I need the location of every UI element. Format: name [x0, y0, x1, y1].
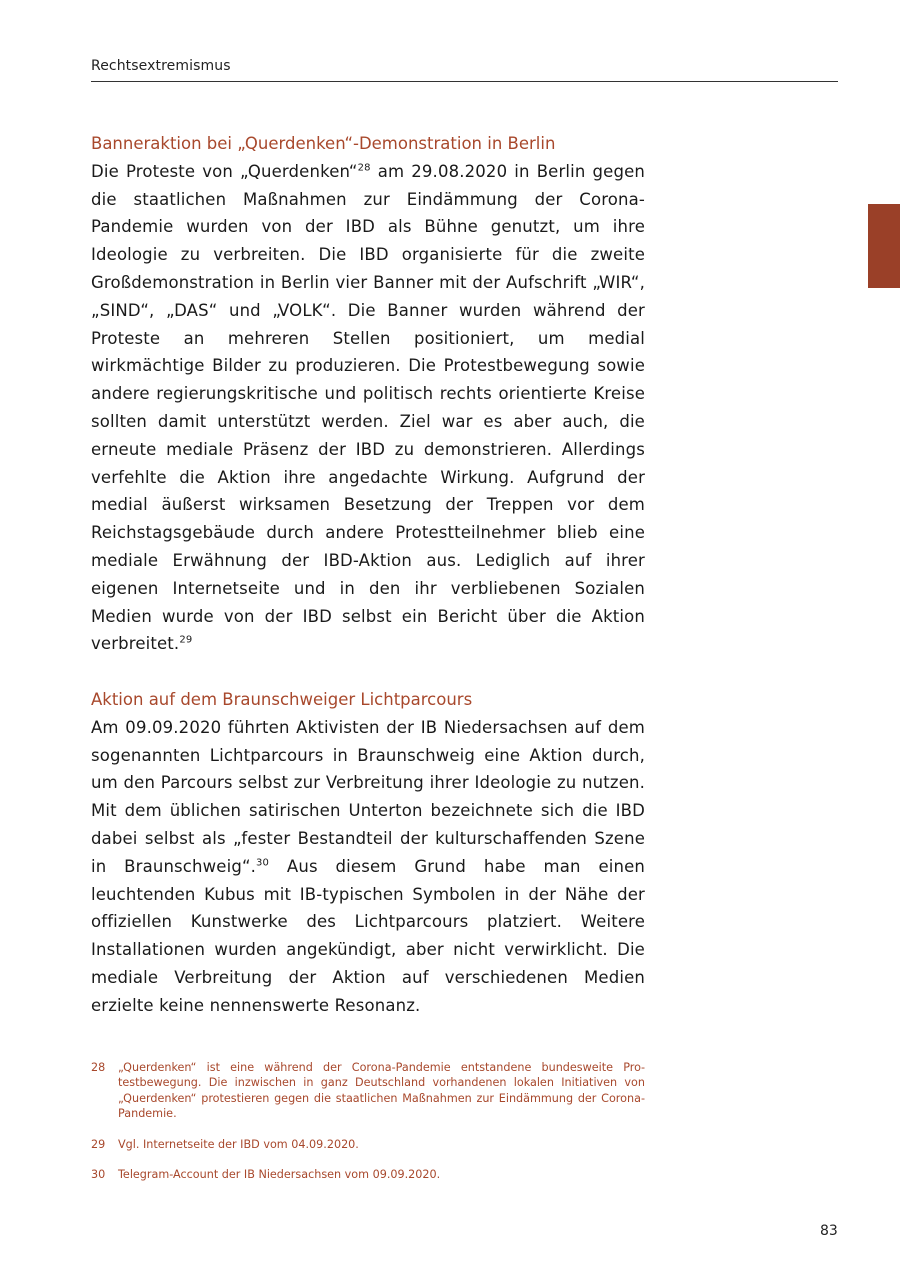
section-spacer	[91, 658, 645, 686]
main-content	[91, 130, 645, 1020]
page-number: 83	[820, 1223, 838, 1239]
footnote-text: „Querdenken“ ist eine während der Corona-Pandemie entstandene bundesweite Protestbewegung. Die inzwischen in ganz Deutschland vorhandenen lokalen Initiativen von „Querdenken“ protestieren gegen die staatlichen Maßnahmen zur Eindämmung der Corona-Pandemie.	[118, 1061, 645, 1121]
footnote-ref-30[interactable]: 30	[256, 857, 270, 869]
footnote-29	[91, 1137, 645, 1152]
section-heading: Banneraktion bei „Querdenken“-Demonstration in Berlin	[91, 134, 556, 153]
footnote-number: 29	[91, 1137, 106, 1151]
paragraph-text: Die Proteste von „Querdenken“	[91, 161, 358, 181]
footnote-ref-28[interactable]: 28	[357, 162, 371, 174]
section-banneraktion	[91, 130, 645, 658]
footnote-text: Telegram-Account der IB Niedersachsen vom 09.09.2020.	[118, 1168, 441, 1182]
section-paragraph	[91, 714, 645, 1020]
paragraph-text: am 29.08.2020 in Berlin gegen die staatlichen Maßnahmen zur Eindämmung der Corona-Pandemie wurden von der IBD als Bühne genutzt, um ihre Ideologie zu verbreiten. Die IBD organisierte für die zweite Großdemonstration in Berlin vier Banner mit der Aufschrift „WIR“, „SIND“, „DAS“ und „VOLK“. Die Banner wurden während der Proteste an mehreren Stellen positioniert, um medial wirkmächtige Bilder zu produzieren. Die Protestbewegung sowie andere regierungskritische und politisch rechts orientierte Kreise sollten damit unterstützt werden. Ziel war es aber auch, die erneute mediale Präsenz der IBD zu demonstrieren. Allerdings verfehlte die Aktion ihre angedachte Wirkung. Aufgrund der medial äußerst wirksamen Besetzung der Treppen vor dem Reichstagsgebäude durch andere Protestteilnehmer blieb eine mediale Erwähnung der IBD-Aktion aus. Lediglich auf ihrer eigenen Internetseite und in den ihr verbliebenen Sozialen Medien wurde von der IBD selbst ein Bericht über die Aktion verbreitet.	[91, 161, 645, 654]
footnotes	[91, 1060, 645, 1197]
footnote-number: 28	[91, 1061, 106, 1074]
footnote-30	[91, 1167, 645, 1182]
paragraph-text: Am 09.09.2020 führten Aktivisten der IB Niedersachsen auf dem sogenannten Lichtparcours in Braunschweig eine Aktion durch, um den Parcours selbst zur Verbreitung ihrer Ideologie zu nutzen. Mit dem üblichen satirischen Unterton bezeichnete sich die IBD dabei selbst als „fester Bestandteil der kulturschaffenden Szene in Braunschweig“.	[91, 717, 645, 876]
footnote-number: 30	[91, 1168, 106, 1182]
footnote-text: Vgl. Internetseite der IBD vom 04.09.2020.	[118, 1137, 359, 1151]
header-rule	[91, 81, 838, 82]
footnote-ref-29[interactable]: 29	[179, 634, 193, 646]
paragraph-text: Aus diesem Grund habe man einen leuchtenden Kubus mit IB-typischen Symbolen in der Nähe der offiziellen Kunstwerke des Lichtparcours platziert. Weitere Installationen wurden angekündigt, aber nicht verwirklicht. Die mediale Verbreitung der Aktion auf verschiedenen Medien erzielte keine nennenswerte Resonanz.	[91, 856, 645, 1015]
section-lichtparcours	[91, 686, 645, 1020]
section-heading: Aktion auf dem Braunschweiger Lichtparcours	[91, 689, 473, 709]
chapter-tab-marker	[868, 204, 900, 288]
section-paragraph	[91, 158, 645, 658]
header-title: Rechtsextremismus	[91, 58, 231, 74]
footnote-28	[91, 1060, 645, 1122]
